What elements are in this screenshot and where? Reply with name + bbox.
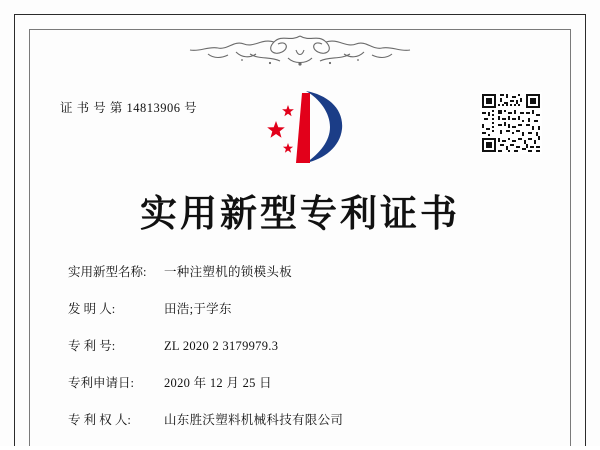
field-utility-model-name: [68, 262, 550, 280]
decorative-ornament-icon: [150, 30, 450, 70]
field-value: ZL 2020 2 3179979.3: [164, 339, 279, 353]
field-value: 2020 年 12 月 25 日: [164, 376, 272, 390]
field-patentee: [68, 410, 550, 428]
field-value: 山东胜沃塑料机械科技有限公司: [164, 413, 344, 427]
field-list: [68, 262, 550, 447]
page-title: 实用新型专利证书: [140, 191, 460, 235]
field-application-date: [68, 373, 550, 391]
field-label: 实用新型名称:: [68, 265, 147, 279]
field-label: 发 明 人:: [68, 302, 116, 316]
cnipa-patent-logo-icon: [258, 85, 353, 170]
field-label: 专 利 号:: [68, 339, 116, 353]
qr-code-icon: [480, 92, 542, 154]
field-inventor: [68, 299, 550, 317]
field-value: 田浩;于学东: [164, 302, 232, 316]
field-label: 专 利 权 人:: [68, 413, 131, 427]
field-label: 专利申请日:: [68, 376, 134, 390]
field-patent-number: [68, 336, 550, 354]
page-bottom-edge: [0, 446, 600, 450]
certificate-number: 证 书 号 第 14813906 号: [60, 101, 198, 115]
field-value: 一种注塑机的锁模头板: [164, 265, 293, 279]
